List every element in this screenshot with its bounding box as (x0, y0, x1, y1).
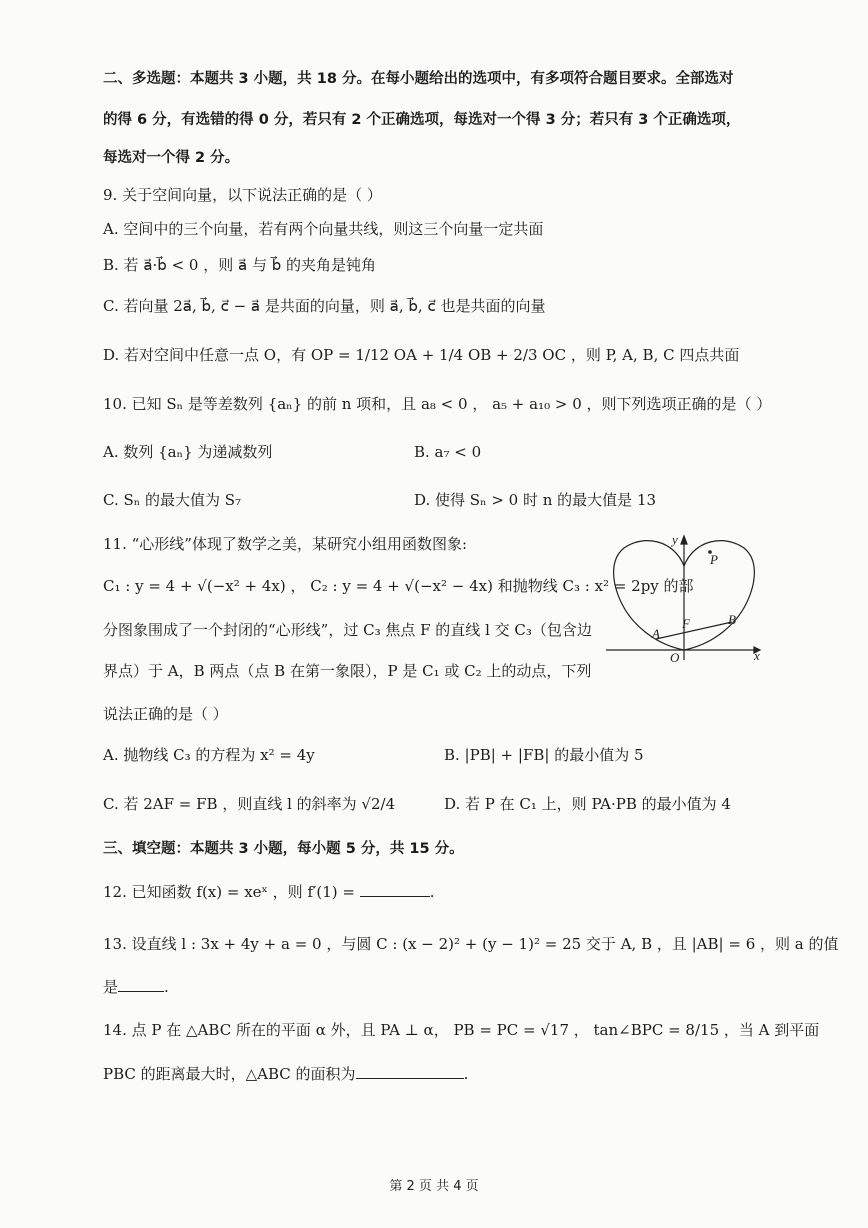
q14-end: . (463, 1065, 469, 1083)
section3-title: 三、填空题：本题共 3 小题，每小题 5 分，共 15 分。 (103, 841, 464, 857)
q10-option-b: B. a₇ < 0 (414, 443, 482, 461)
label-f: F (682, 616, 690, 631)
q10-option-a: A. 数列 {aₙ} 为递减数列 (103, 443, 273, 461)
q9-option-d: D. 若对空间中任意一点 O，有 OP = 1/12 OA + 1/4 OB + 2/3 OC ，则 P, A, B, C 四点共面 (103, 346, 740, 364)
page-footer: 第 2 页 共 4 页 (389, 1179, 479, 1194)
label-p: P (710, 552, 718, 567)
q11-option-a: A. 抛物线 C₃ 的方程为 x² = 4y (103, 746, 315, 764)
q11-line1: 11. “心形线”体现了数学之美，某研究小组用函数图象: (103, 535, 468, 553)
q13-answer-blank[interactable] (118, 975, 164, 992)
label-o: O (670, 650, 680, 662)
section2-line1: 二、多选题：本题共 3 小题，共 18 分。在每小题给出的选项中，有多项符合题目要求。全部选对 (103, 71, 734, 87)
q9-stem: 9. 关于空间向量，以下说法正确的是（ ） (103, 186, 382, 204)
q12-text: 12. 已知函数 f(x) = xeˣ ，则 f′(1) = (103, 883, 355, 901)
q10-option-d: D. 使得 Sₙ > 0 时 n 的最大值是 13 (414, 491, 657, 509)
q11-option-c: C. 若 2AF = FB ，则直线 l 的斜率为 √2/4 (103, 795, 396, 813)
label-a: A (652, 626, 660, 641)
y-axis-arrow (681, 536, 687, 544)
q9-option-a: A. 空间中的三个向量，若有两个向量共线，则这三个向量一定共面 (103, 220, 544, 238)
section2-line2: 的得 6 分，有选错的得 0 分，若只有 2 个正确选项，每选对一个得 3 分；若只有 3 个正确选项， (103, 112, 741, 128)
q14-line2 (103, 1062, 468, 1085)
q14-text: PBC 的距离最大时，△ABC 的面积为 (103, 1065, 356, 1083)
q12-line (103, 880, 435, 903)
q11-line3: 分图象围成了一个封闭的“心形线”，过 C₃ 焦点 F 的直线 l 交 C₃（包含边 (103, 621, 592, 639)
q13-text: 是 (103, 978, 119, 996)
heart-curve-figure (604, 532, 764, 662)
label-b: B (728, 612, 736, 627)
section2-line3: 每选对一个得 2 分。 (103, 150, 240, 166)
q9-option-b: B. 若 a⃗·b⃗ < 0 ，则 a⃗ 与 b⃗ 的夹角是钝角 (103, 256, 377, 274)
label-x: x (754, 648, 760, 662)
q11-line4: 界点）于 A，B 两点（点 B 在第一象限），P 是 C₁ 或 C₂ 上的动点，下列 (103, 662, 592, 680)
q9-option-c: C. 若向量 2a⃗, b⃗, c⃗ − a⃗ 是共面的向量，则 a⃗, b⃗, c⃗ 也是共面的向量 (103, 297, 546, 315)
q10-option-c: C. Sₙ 的最大值为 S₇ (103, 491, 242, 509)
q11-option-d: D. 若 P 在 C₁ 上，则 PA·PB 的最小值为 4 (444, 795, 731, 813)
q14-answer-blank[interactable] (356, 1062, 464, 1079)
q11-option-b: B. |PB| + |FB| 的最小值为 5 (444, 746, 644, 764)
q11-line2: C₁ : y = 4 + √(−x² + 4x) ， C₂ : y = 4 + √(−x² − 4x) 和抛物线 C₃ : x² = 2py 的部 (103, 577, 694, 595)
q12-answer-blank[interactable] (360, 880, 430, 897)
q14-line1: 14. 点 P 在 △ABC 所在的平面 α 外，且 PA ⊥ α， PB = PC = √17 ， tan∠BPC = 8/15 ，当 A 到平面 (103, 1021, 820, 1039)
q10-stem: 10. 已知 Sₙ 是等差数列 {aₙ} 的前 n 项和，且 a₈ < 0 ， a₅ + a₁₀ > 0 ，则下列选项正确的是（ ） (103, 395, 772, 413)
q11-line5: 说法正确的是（ ） (103, 705, 228, 723)
q13-line1: 13. 设直线 l : 3x + 4y + a = 0 ，与圆 C : (x − 2)² + (y − 1)² = 25 交于 A, B ，且 |AB| = 6 ，则 a 的值 (103, 935, 839, 953)
q12-end: . (429, 883, 435, 901)
q13-end: . (164, 978, 169, 996)
label-y: y (672, 532, 678, 547)
line-l (656, 622, 732, 639)
q13-line2 (103, 975, 169, 998)
